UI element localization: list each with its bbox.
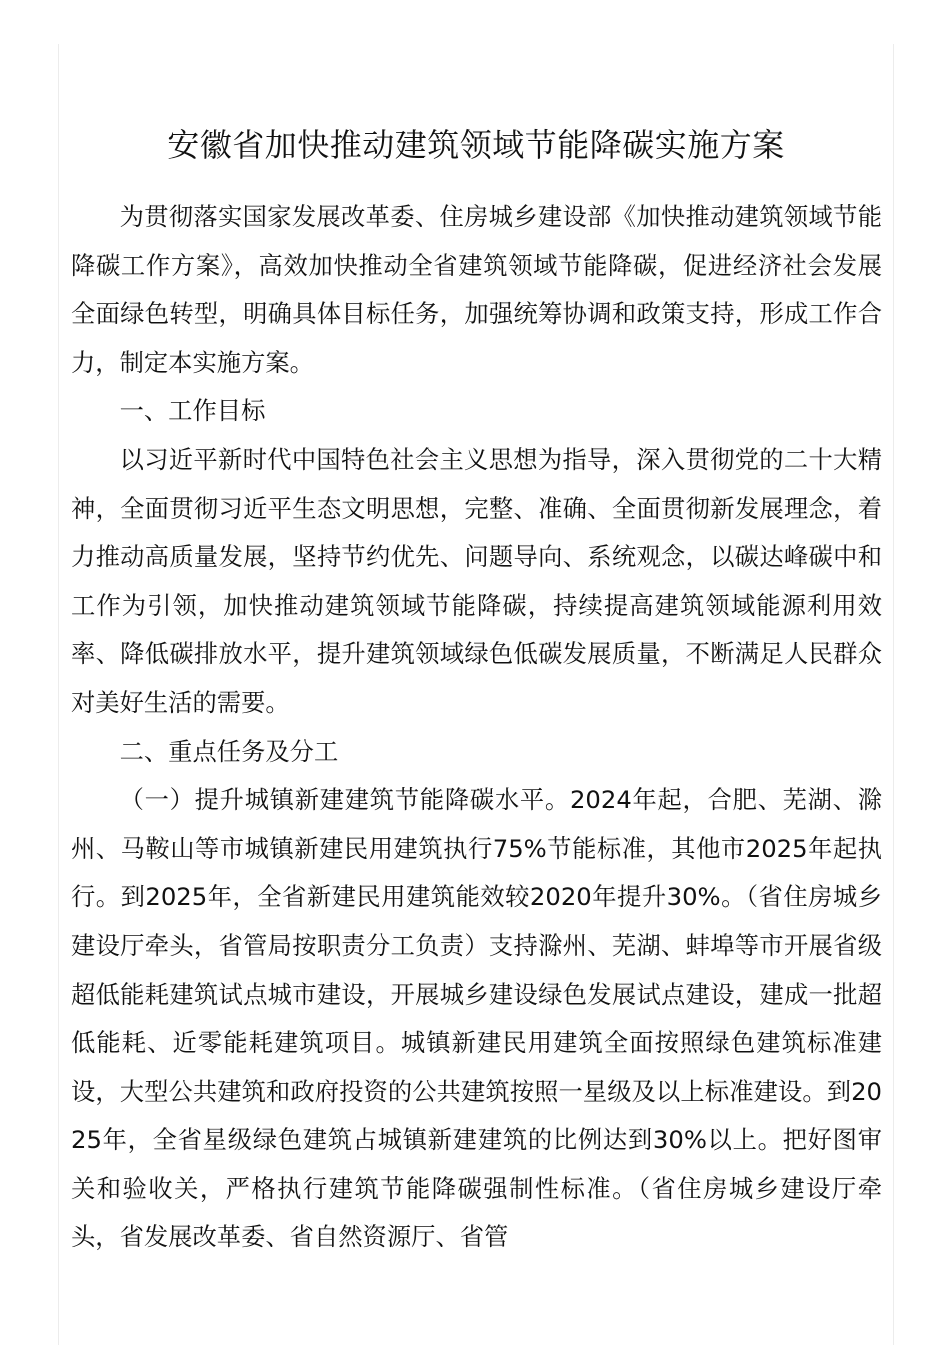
document-page	[58, 44, 894, 1345]
task-paragraph-1: （一）提升城镇新建建筑节能降碳水平。2024年起，合肥、芜湖、滁州、马鞍山等市城镇新建民用建筑执行75%节能标准，其他市2025年起执行。到2025年，全省新建民用建筑能效较2020年提升30%。（省住房城乡建设厅牵头，省管局按职责分工负责）支持滁州、芜湖、蚌埠等市开展省级超低能耗建筑试点城市建设，开展城乡建设绿色发展试点建设，建成一批超低能耗、近零能耗建筑项目。城镇新建民用建筑全面按照绿色建筑标准建设，大型公共建筑和政府投资的公共建筑按照一星级及以上标准建设。到2025年，全省星级绿色建筑占城镇新建建筑的比例达到30%以上。把好图审关和验收关，严格执行建筑节能降碳强制性标准。（省住房城乡建设厅牵头，省发展改革委、省自然资源厅、省管	[71, 785, 882, 1252]
goals-paragraph: 以习近平新时代中国特色社会主义思想为指导，深入贯彻党的二十大精神，全面贯彻习近平生态文明思想，完整、准确、全面贯彻新发展理念，着力推动高质量发展，坚持节约优先、问题导向、系统观念，以碳达峰碳中和工作为引领，加快推动建筑领域节能降碳，持续提高建筑领域能源利用效率、降低碳排放水平，提升建筑领域绿色低碳发展质量，不断满足人民群众对美好生活的需要。	[71, 444, 882, 717]
document-body	[71, 193, 882, 1262]
section-heading-tasks: 二、重点任务及分工	[119, 736, 339, 766]
section-heading-goals: 一、工作目标	[119, 396, 266, 426]
intro-paragraph: 为贯彻落实国家发展改革委、住房城乡建设部《加快推动建筑领域节能降碳工作方案》，高效加快推动全省建筑领域节能降碳，促进经济社会发展全面绿色转型，明确具体目标任务，加强统筹协调和政策支持，形成工作合力，制定本实施方案。	[71, 202, 882, 377]
document-title: 安徽省加快推动建筑领域节能降碳实施方案	[167, 126, 785, 165]
